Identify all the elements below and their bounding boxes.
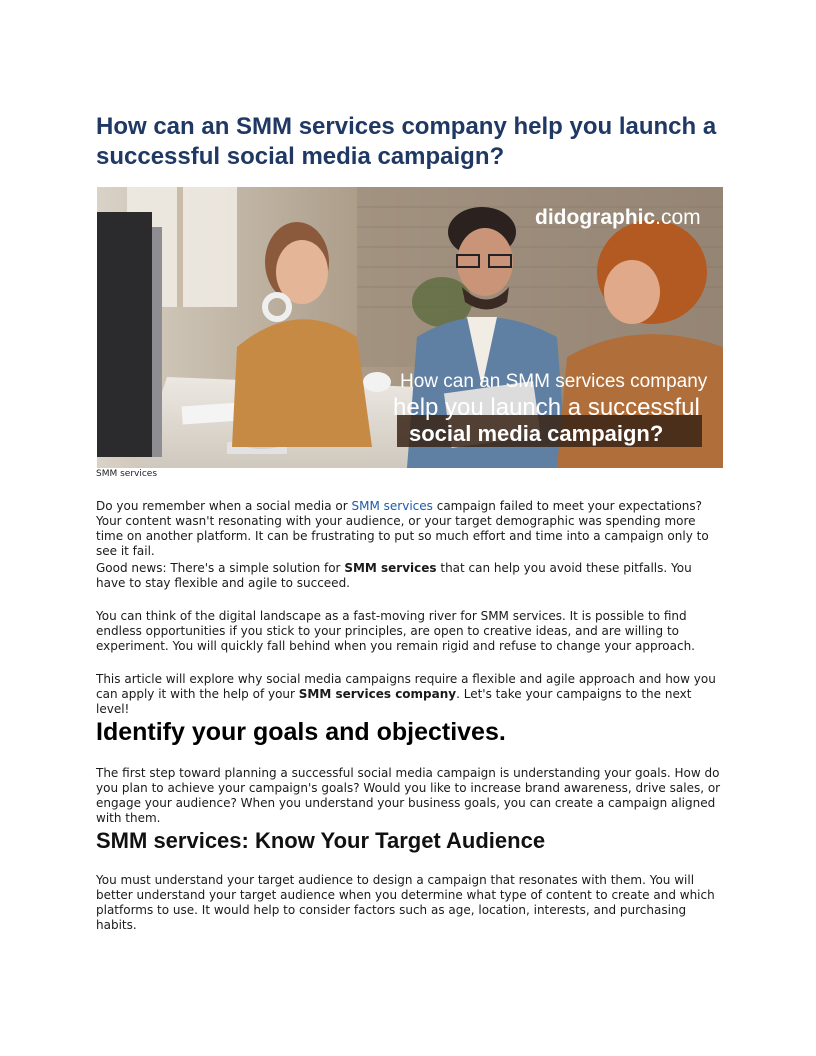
good-news-paragraph: Good news: There's a simple solution for SMM services that can help you avoid these pitfalls. You have to stay flexible and agile to succeed. xyxy=(96,561,692,590)
smm-services-link[interactable]: SMM services xyxy=(351,499,433,513)
hero-overlay-line3: social media campaign? xyxy=(409,421,664,446)
image-caption: SMM services xyxy=(96,469,158,479)
article-intro-paragraph: This article will explore why social media campaigns require a flexible and agile approach and how you can apply it with the help of your SMM services company. Let's take your campaigns to the next level! xyxy=(96,672,716,716)
hero-overlay-line1: How can an SMM services company xyxy=(400,371,708,392)
audience-paragraph: You must understand your target audience to design a campaign that resonates with them. You will better understand your target audience when you determine what type of content to create and which platforms to use. It would help to consider factors such as age, location, interests, and purchasing habits. xyxy=(96,873,715,932)
page-title: How can an SMM services company help you launch a successful social media campaign? xyxy=(96,113,717,170)
heading-goals: Identify your goals and objectives. xyxy=(96,718,506,746)
hero-logo: didographic.com xyxy=(535,206,701,229)
heading-target-audience: SMM services: Know Your Target Audience xyxy=(96,828,546,853)
hero-image xyxy=(97,187,723,468)
intro-paragraph: Do you remember when a social media or SMM services campaign failed to meet your expectations? Your content wasn't resonating with your audience, or your target demographic was spending more time on another platform. It can be frustrating to put so much effort and time into a campaign only to see it fail. xyxy=(96,499,709,558)
hero-overlay-line2: help you launch a successful xyxy=(393,394,700,421)
landscape-paragraph: You can think of the digital landscape as a fast-moving river for SMM services. It is possible to find endless opportunities if you stick to your principles, are open to creative ideas, and are willing to experiment. You will quickly fall behind when you remain rigid and refuse to change your approach. xyxy=(96,609,695,653)
goals-paragraph: The first step toward planning a successful social media campaign is understanding your goals. How do you plan to achieve your campaign's goals? Would you like to increase brand awareness, drive sales, or engage your audience? When you understand your business goals, you can create a campaign aligned with them. xyxy=(96,766,721,825)
